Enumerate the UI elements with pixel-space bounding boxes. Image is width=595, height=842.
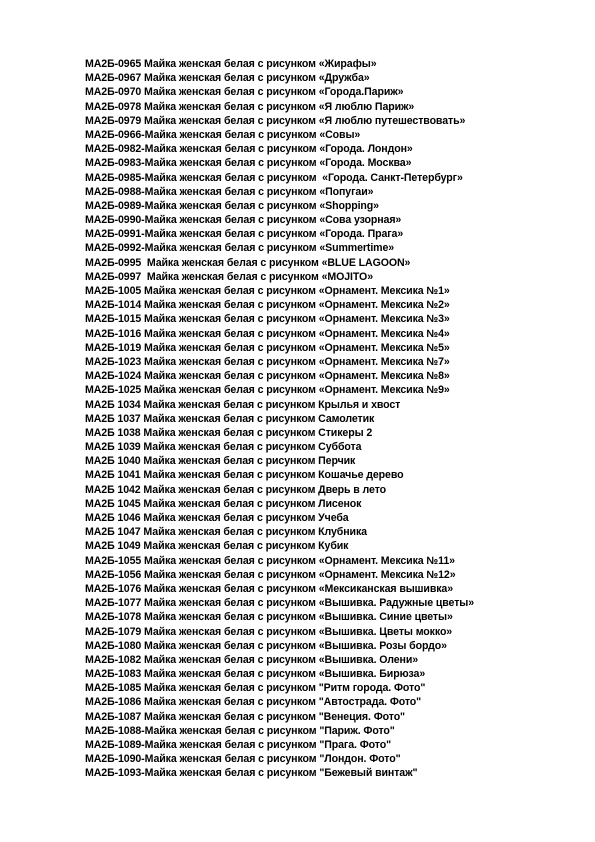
product-list [85,57,565,781]
list-item: МА2Б-0997 Майка женская белая с рисунком «MOJITO» [85,270,373,283]
list-item: МА2Б-1090-Майка женская белая с рисунком "Лондон. Фото" [85,753,401,766]
list-item: МА2Б-0991-Майка женская белая с рисунком «Города. Прага» [85,228,404,241]
list-item: МА2Б-1005 Майка женская белая с рисунком «Орнамент. Мексика №1» [85,285,450,297]
list-item: МА2Б-0978 Майка женская белая с рисунком «Я люблю Париж» [85,100,415,113]
list-item: МА2Б-1087 Майка женская белая с рисунком "Венеция. Фото" [85,710,405,723]
list-item: МА2Б-1080 Майка женская белая с рисунком «Вышивка. Розы бордо» [85,639,447,652]
list-item: МА2Б-1019 Майка женская белая с рисунком «Орнамент. Мексика №5» [85,341,450,354]
list-item: МА2Б 1049 Майка женская белая с рисунком Кубик [85,540,349,553]
list-item: МА2Б-1024 Майка женская белая с рисунком «Орнамент. Мексика №8» [85,370,450,383]
list-item: МА2Б-0966-Майка женская белая с рисунком «Совы» [85,128,361,141]
list-item: МА2Б-1055 Майка женская белая с рисунком «Орнамент. Мексика №11» [85,554,455,567]
list-item: МА2Б 1047 Майка женская белая с рисунком Клубника [85,526,367,539]
list-item: МА2Б-1023 Майка женская белая с рисунком «Орнамент. Мексика №7» [85,355,450,368]
list-item: МА2Б-1086 Майка женская белая с рисунком "Автострада. Фото" [85,696,422,709]
list-item: МА2Б-1056 Майка женская белая с рисунком «Орнамент. Мексика №12» [85,568,456,581]
list-item: МА2Б-1025 Майка женская белая с рисунком «Орнамент. Мексика №9» [85,384,450,397]
list-item: МА2Б-1078 Майка женская белая с рисунком «Вышивка. Синие цветы» [85,611,453,624]
list-item: МА2Б 1042 Майка женская белая с рисунком Дверь в лето [85,483,387,496]
list-item: МА2Б-1088-Майка женская белая с рисунком "Париж. Фото" [85,724,395,737]
list-item: МА2Б-1016 Майка женская белая с рисунком «Орнамент. Мексика №4» [85,327,450,340]
list-item: МА2Б 1045 Майка женская белая с рисунком Лисенок [85,497,362,510]
list-item: МА2Б-0988-Майка женская белая с рисунком «Попугаи» [85,185,374,198]
list-item: МА2Б 1046 Майка женская белая с рисунком Учеба [85,512,349,524]
list-item: МА2Б-0983-Майка женская белая с рисунком «Города. Москва» [85,157,412,170]
list-item: МА2Б-0970 Майка женская белая с рисунком «Города.Париж» [85,86,404,99]
list-item: МА2Б-1077 Майка женская белая с рисунком «Вышивка. Радужные цветы» [85,597,475,610]
list-item: МА2Б-0995 Майка женская белая с рисунком «BLUE LAGOON» [85,256,411,269]
list-item: МА2Б-1083 Майка женская белая с рисунком «Вышивка. Бирюза» [85,668,426,681]
list-item: МА2Б-0967 Майка женская белая с рисунком «Дружба» [85,72,370,85]
list-item: МА2Б-0982-Майка женская белая с рисунком «Города. Лондон» [85,143,413,156]
list-item: МА2Б-1076 Майка женская белая с рисунком «Мексиканская вышивка» [85,582,454,595]
list-item: МА2Б-0985-Майка женская белая с рисунком «Города. Санкт-Петербург» [85,171,463,184]
list-item: МА2Б 1040 Майка женская белая с рисунком Перчик [85,455,356,468]
list-item: МА2Б-1079 Майка женская белая с рисунком «Вышивка. Цветы мокко» [85,625,453,638]
list-item: МА2Б 1034 Майка женская белая с рисунком Крылья и хвост [85,398,401,411]
list-item: МА2Б-0990-Майка женская белая с рисунком «Сова узорная» [85,214,402,227]
list-item: МА2Б 1038 Майка женская белая с рисунком Стикеры 2 [85,426,373,439]
list-item: МА2Б 1039 Майка женская белая с рисунком Суббота [85,441,362,454]
list-item: МА2Б-1085 Майка женская белая с рисунком "Ритм города. Фото" [85,682,426,695]
list-item: МА2Б-1014 Майка женская белая с рисунком «Орнамент. Мексика №2» [85,299,450,312]
list-item: МА2Б-0965 Майка женская белая с рисунком «Жирафы» [85,58,377,70]
list-item: МА2Б 1041 Майка женская белая с рисунком Кошачье дерево [85,469,404,482]
list-item: МА2Б-1089-Майка женская белая с рисунком "Прага. Фото" [85,739,392,751]
list-item: МА2Б 1037 Майка женская белая с рисунком Самолетик [85,412,375,425]
list-item: МА2Б-1082 Майка женская белая с рисунком «Вышивка. Олени» [85,653,419,666]
list-item: МА2Б-1093-Майка женская белая с рисунком "Бежевый винтаж" [85,767,418,780]
list-item: МА2Б-0989-Майка женская белая с рисунком «Shopping» [85,199,379,212]
list-item: МА2Б-0979 Майка женская белая с рисунком «Я люблю путешествовать» [85,114,466,127]
list-item: МА2Б-1015 Майка женская белая с рисунком «Орнамент. Мексика №3» [85,313,450,326]
list-item: МА2Б-0992-Майка женская белая с рисунком «Summertime» [85,242,395,255]
